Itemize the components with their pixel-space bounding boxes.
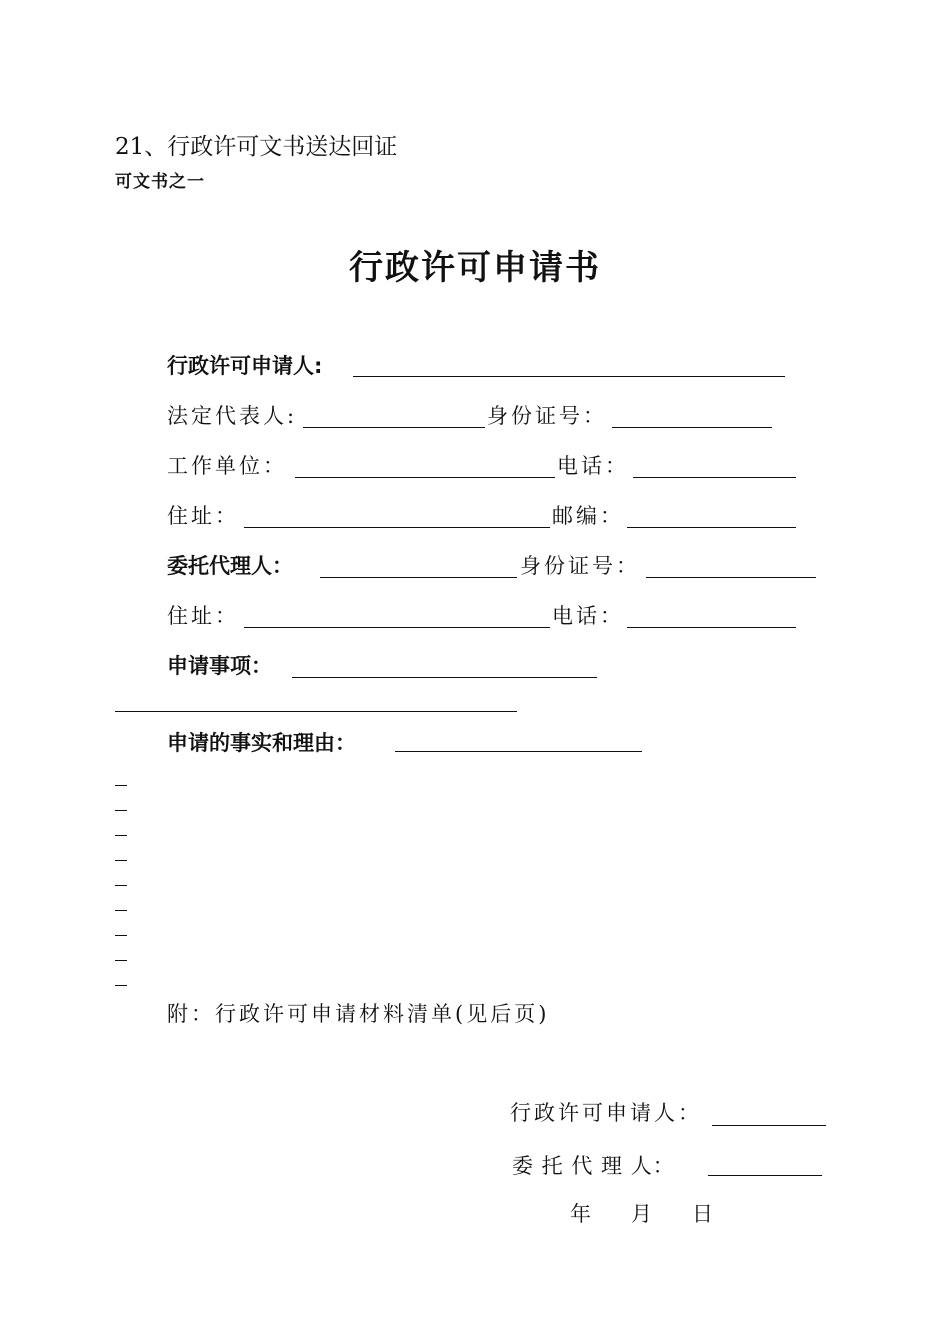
agent-phone-field[interactable] (627, 627, 796, 628)
address-field[interactable] (244, 527, 550, 528)
agent-field[interactable] (320, 577, 517, 578)
date-month-label: 月 (631, 1202, 655, 1226)
phone-field[interactable] (633, 477, 796, 478)
postcode-label: 邮编： (552, 504, 624, 528)
blank-line[interactable] (115, 860, 127, 861)
blank-line[interactable] (115, 835, 127, 836)
postcode-field[interactable] (627, 527, 796, 528)
blank-line[interactable] (115, 985, 127, 986)
blank-line[interactable] (115, 885, 127, 886)
agent-address-label: 住址： (167, 604, 239, 628)
signature-applicant-label: 行政许可申请人： (510, 1101, 702, 1125)
date-day-label: 日 (692, 1202, 716, 1226)
matter-field-continuation[interactable] (115, 711, 517, 712)
blank-line[interactable] (115, 960, 127, 961)
work-unit-label: 工作单位： (167, 454, 287, 478)
legal-rep-field[interactable] (303, 427, 485, 428)
subheading: 可文书之一 (115, 172, 205, 192)
phone-label: 电话： (557, 454, 629, 478)
agent-id-field[interactable] (646, 577, 816, 578)
date-year-label: 年 (570, 1202, 594, 1226)
signature-agent-field[interactable] (708, 1175, 822, 1176)
address-label: 住址： (167, 504, 239, 528)
agent-address-field[interactable] (244, 627, 550, 628)
id-number-field[interactable] (612, 427, 772, 428)
applicant-label: 行政许可申请人: (167, 354, 323, 378)
matter-field[interactable] (292, 677, 597, 678)
section-heading: 21、行政许可文书送达回证 (115, 134, 398, 160)
document-title: 行政许可申请书 (349, 248, 601, 288)
agent-label: 委托代理人： (167, 554, 293, 578)
blank-line[interactable] (115, 935, 127, 936)
blank-line[interactable] (115, 785, 127, 786)
facts-field[interactable] (395, 751, 642, 752)
blank-line[interactable] (115, 810, 127, 811)
agent-phone-label: 电话： (552, 604, 624, 628)
agent-id-label: 身份证号： (520, 554, 640, 578)
legal-rep-label: 法定代表人: (167, 404, 298, 428)
applicant-field[interactable] (353, 376, 785, 377)
attachment-note: 附：行政许可申请材料清单(见后页) (167, 1002, 550, 1026)
matter-label: 申请事项： (167, 654, 272, 678)
work-unit-field[interactable] (295, 477, 555, 478)
signature-applicant-field[interactable] (712, 1125, 826, 1126)
blank-line[interactable] (115, 910, 127, 911)
facts-label: 申请的事实和理由： (167, 731, 356, 755)
signature-agent-label: 委 托 代 理 人： (512, 1154, 675, 1178)
id-number-label: 身份证号： (487, 404, 607, 428)
